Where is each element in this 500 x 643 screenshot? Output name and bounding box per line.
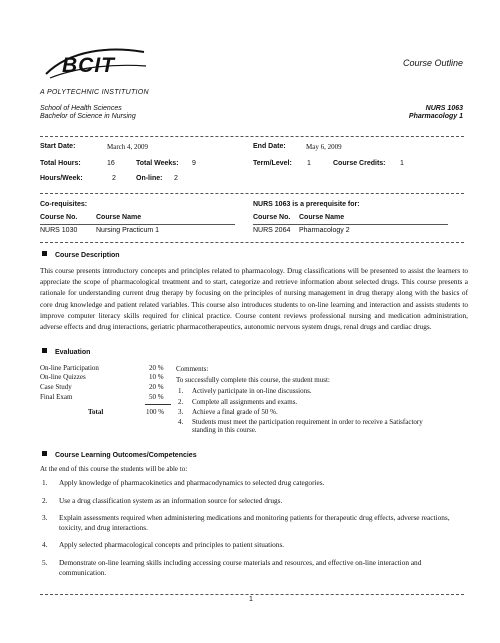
list-item: 3. Explain assessments required when administering medications and monitoring patients for therapeutic drug effects, adverse reactions, toxicity, and drug interactions. xyxy=(42,513,450,532)
prereq-course-name: Pharmacology 2 xyxy=(299,227,350,234)
total-weeks-value: 9 xyxy=(192,160,196,167)
evaluation-heading-text: Evaluation xyxy=(55,349,91,356)
eval-value: 20 % xyxy=(149,364,164,372)
comments-intro: To successfully complete this course, the student must: xyxy=(176,376,330,384)
end-date-value: May 6, 2009 xyxy=(306,143,342,151)
coreq-col-course-no: Course No. xyxy=(40,214,78,221)
eval-label: Final Exam xyxy=(40,393,73,401)
institution-tagline: A POLYTECHNIC INSTITUTION xyxy=(40,89,149,96)
total-hours-value: 16 xyxy=(107,160,115,167)
total-weeks-label: Total Weeks: xyxy=(136,160,179,167)
bullet-square-icon xyxy=(42,451,47,456)
end-date-label: End Date: xyxy=(253,143,286,150)
prerequisite-title: NURS 1063 is a prerequisite for: xyxy=(253,201,360,208)
logo-text: BCIT xyxy=(62,54,115,77)
eval-total-label: Total xyxy=(88,408,104,416)
coreq-table-rule xyxy=(40,224,235,225)
bullet-square-icon xyxy=(42,348,47,353)
eval-total-rule xyxy=(145,404,171,405)
term-level-label: Term/Level: xyxy=(253,160,292,167)
list-item: 5. Demonstrate on-line learning skills including accessing course materials and resources, and effective on-line interaction and communication. xyxy=(42,557,422,577)
prereq-table-rule xyxy=(253,224,448,225)
list-item: 2. Use a drug classification system as an information source for selected drugs. xyxy=(42,495,283,505)
outcomes-heading-text: Course Learning Outcomes/Competencies xyxy=(55,452,197,459)
list-item: 1. Apply knowledge of pharmacokinetics and pharmacodynamics to selected drug categories. xyxy=(42,478,325,487)
bullet-square-icon xyxy=(42,251,47,256)
comments-block xyxy=(176,364,424,435)
prereq-col-course-name: Course Name xyxy=(299,214,345,221)
corequisites-title: Co-requisites: xyxy=(40,201,88,208)
program-name: Bachelor of Science in Nursing xyxy=(40,113,136,120)
divider xyxy=(40,193,464,194)
eval-label: On-line Quizzes xyxy=(40,373,86,381)
comments-list xyxy=(176,386,424,435)
hours-week-label: Hours/Week: xyxy=(40,175,83,182)
description-heading-text: Course Description xyxy=(55,252,120,259)
course-code: NURS 1063 xyxy=(425,105,463,112)
list-item: 2. Complete all assignments and exams. xyxy=(178,397,298,406)
prereq-course-no: NURS 2064 xyxy=(253,227,291,234)
evaluation-heading xyxy=(42,348,90,356)
online-value: 2 xyxy=(174,175,178,182)
list-item: 3. Achieve a final grade of 50 %. xyxy=(178,408,278,416)
eval-total-value: 100 % xyxy=(146,408,165,416)
prereq-col-course-no: Course No. xyxy=(253,214,291,221)
outcomes-list xyxy=(42,478,462,585)
divider xyxy=(40,136,464,137)
start-date-value: March 4, 2009 xyxy=(107,143,149,151)
eval-label: Case Study xyxy=(40,383,72,391)
course-credits-label: Course Credits: xyxy=(333,160,386,167)
bcit-logo xyxy=(40,44,150,88)
school-name: School of Health Sciences xyxy=(40,105,122,112)
list-item: 4. Students must meet the participation requirement in order to receive a Satisfactory standing in this course. xyxy=(178,417,423,434)
page-number: 1 xyxy=(246,596,256,603)
comments-title: Comments: xyxy=(176,365,209,373)
course-credits-value: 1 xyxy=(400,160,404,167)
term-level-value: 1 xyxy=(307,160,311,167)
divider xyxy=(40,242,464,243)
eval-label: On-line Participation xyxy=(40,364,99,372)
outcomes-heading xyxy=(42,451,197,459)
eval-value: 50 % xyxy=(149,393,164,401)
footer-divider xyxy=(40,594,464,595)
description-text: This course presents introductory concepts and principles related to pharmacology. Drug classifications will be presented to assist the learners to appreciate the scope of pharmacological treatment and to start, categorize and retrieve information about selected drugs. This course presents a rationale for understanding current drug therapy by focusing on the principles of nursing management in drug therapy along with the basics of core drug knowledge and patient related variables. This course also introduces students to on-line learning and interaction and assists students to improve computer literacy skills required for clinical practice. Course content reviews professional nursing and medication administration, adverse effects and drug interactions, geriatric pharmacotherapeutics, autonomic nervous system drugs, renal drugs and cardiac drugs. xyxy=(40,266,468,332)
eval-value: 20 % xyxy=(149,383,164,391)
hours-week-value: 2 xyxy=(112,175,116,182)
eval-value: 10 % xyxy=(149,373,164,381)
coreq-course-name: Nursing Practicum 1 xyxy=(96,227,160,234)
coreq-course-no: NURS 1030 xyxy=(40,227,78,234)
total-hours-label: Total Hours: xyxy=(40,160,81,167)
outcomes-intro: At the end of this course the students will be able to: xyxy=(40,465,188,473)
list-item: 4. Apply selected pharmacological concepts and principles to patient situations. xyxy=(42,540,285,550)
start-date-label: Start Date: xyxy=(40,143,76,150)
document-type: Course Outline xyxy=(402,58,463,68)
course-title: Pharmacology 1 xyxy=(408,113,463,120)
coreq-col-course-name: Course Name xyxy=(96,214,142,221)
list-item: 1. Actively participate in on-line discussions. xyxy=(178,387,312,395)
online-label: On-line: xyxy=(136,175,163,182)
description-heading xyxy=(42,251,120,259)
